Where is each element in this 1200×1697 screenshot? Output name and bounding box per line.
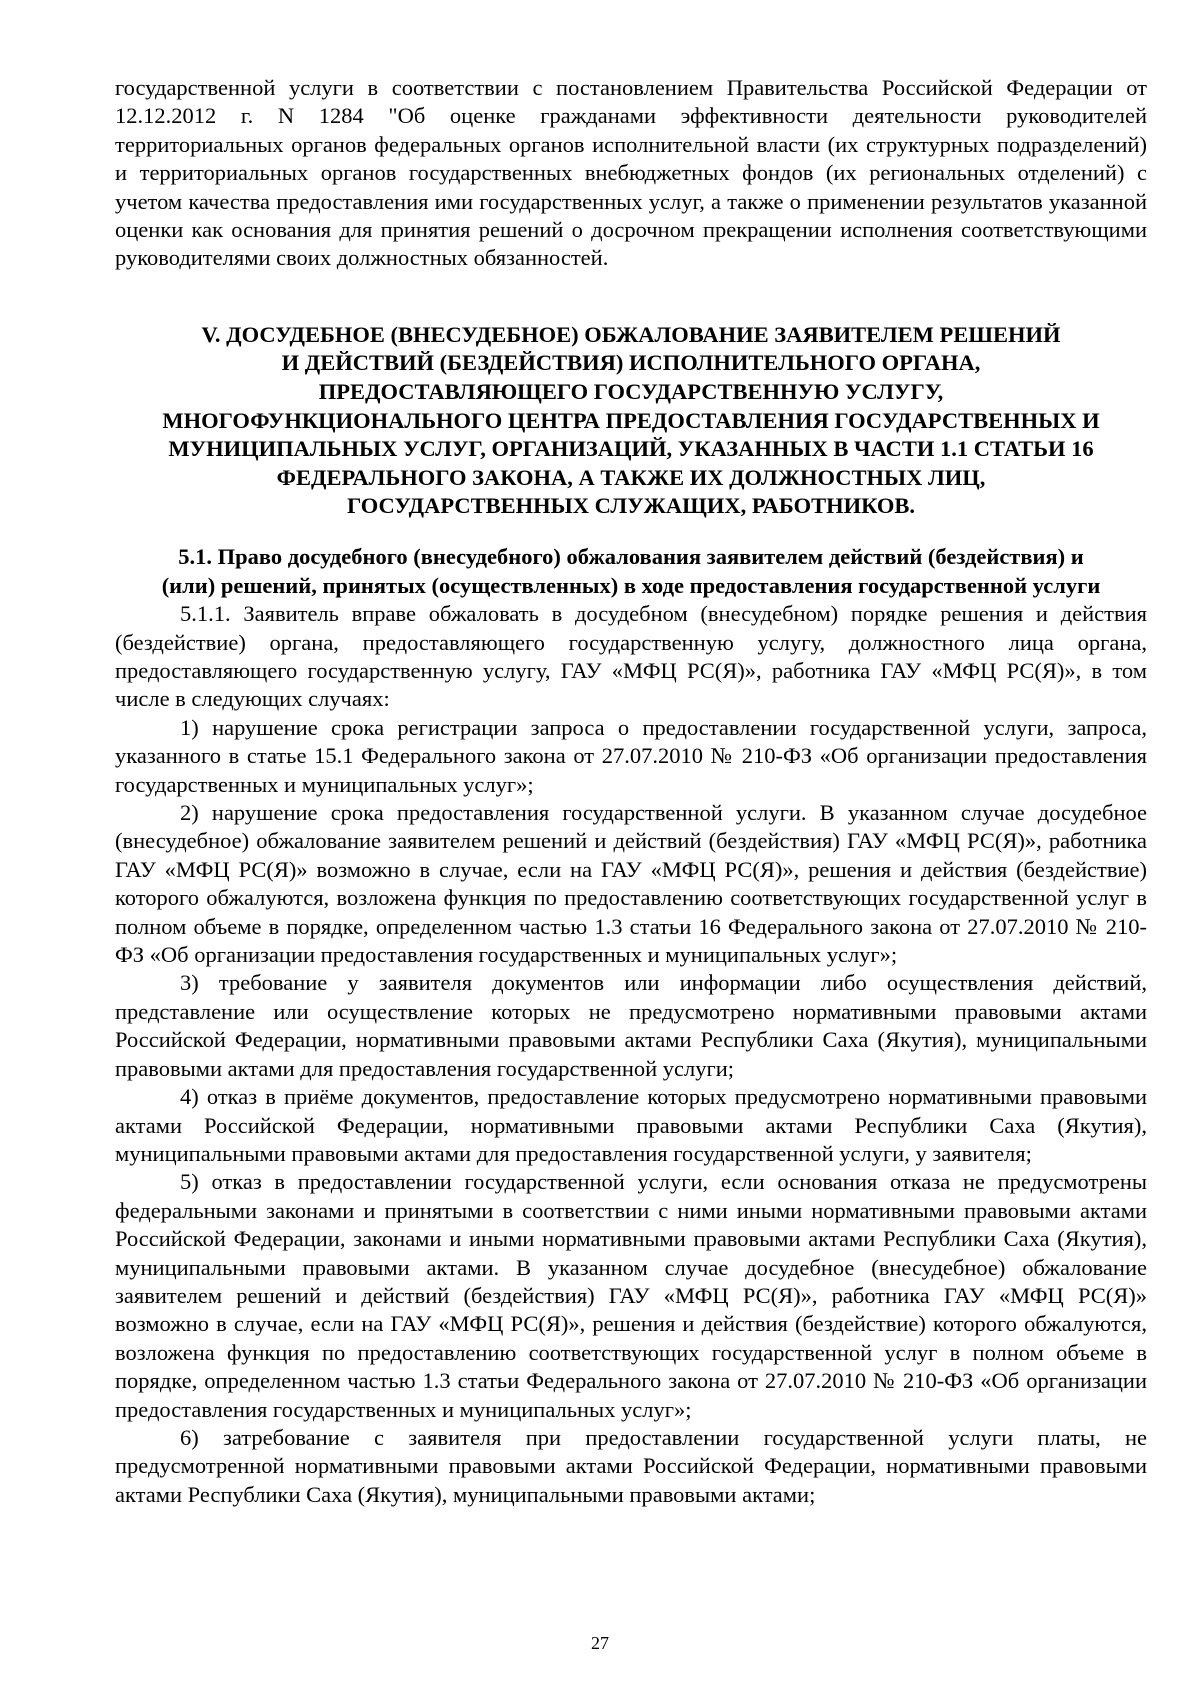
subsection-title [115,543,1147,600]
section-title-line: И ДЕЙСТВИЙ (БЕЗДЕЙСТВИЯ) ИСПОЛНИТЕЛЬНОГО ОРГАНА, [281,350,981,376]
document-page [115,74,1147,1509]
section-title [115,321,1147,521]
list-item-1: 1) нарушение срока регистрации запроса о предоставлении государственной услуги, запроса, указанного в статье 15.1 Федерального закона от 27.07.2010 № 210-ФЗ «Об организации предоставления государственных и муниципальных услуг»; [115,714,1147,797]
section-title-line: ГОСУДАРСТВЕННЫХ СЛУЖАЩИХ, РАБОТНИКОВ. [346,493,916,519]
intro-paragraph: государственной услуги в соответствии с постановлением Правительства Российской Федерации от 12.12.2012 г. N 1284 "Об оценке гражданами эффективности деятельности руководителей территориальных органов федеральных органов исполнительной власти (их структурных подразделений) и территориальных органов государственных внебюджетных фондов (их региональных отделений) с учетом качества предоставления ими государственных услуг, а также о применении результатов указанной оценки как основания для принятия решений о досрочном прекращении исполнения соответствующими руководителями своих должностных обязанностей. [115,75,1147,271]
paragraph-5-1-1: 5.1.1. Заявитель вправе обжаловать в досудебном (внесудебном) порядке решения и действия (бездействие) органа, предоставляющего государственную услугу, должностного лица органа, предоставляющего государственную услугу, ГАУ «МФЦ РС(Я)», работника ГАУ «МФЦ РС(Я)», в том числе в следующих случаях: [115,601,1147,712]
section-title-line: МУНИЦИПАЛЬНЫХ УСЛУГ, ОРГАНИЗАЦИЙ, УКАЗАННЫХ В ЧАСТИ 1.1 СТАТЬИ 16 [168,436,1094,462]
subsection-title-line: (или) решений, принятых (осуществленных) в ходе предоставления государственной услуги [161,572,1101,598]
list-item-4: 4) отказ в приёме документов, предоставление которых предусмотрено нормативными правовыми актами Российской Федерации, нормативными правовыми актами Республики Саха (Якутия), муниципальными правовыми актами для предоставления государственной услуги, у заявителя; [115,1084,1147,1166]
section-title-line: V. ДОСУДЕБНОЕ (ВНЕСУДЕБНОЕ) ОБЖАЛОВАНИЕ ЗАЯВИТЕЛЕМ РЕШЕНИЙ [201,321,1061,347]
list-item-5: 5) отказ в предоставлении государственной услуги, если основания отказа не предусмотрены федеральными законами и принятыми в соответствии с ними иными нормативными правовыми актами Российской Федерации, законами и иными нормативными правовыми актами Республики Саха (Якутия), муниципальными правовыми актами. В указанном случае досудебное (внесудебное) обжалование заявителем решений и действий (бездействия) ГАУ «МФЦ РС(Я)», работника ГАУ «МФЦ РС(Я)» возможно в случае, если на ГАУ «МФЦ РС(Я)», решения и действия (бездействие) которого обжалуются, возложена функция по предоставлению соответствующих государственной услуг в полном объеме в порядке, определенном частью 1.3 статьи Федерального закона от 27.07.2010 № 210-ФЗ «Об организации предоставления государственных и муниципальных услуг»; [115,1169,1147,1422]
section-title-line: МНОГОФУНКЦИОНАЛЬНОГО ЦЕНТРА ПРЕДОСТАВЛЕНИЯ ГОСУДАРСТВЕННЫХ И [162,407,1100,433]
list-item-2: 2) нарушение срока предоставления государственной услуги. В указанном случае досудебное (внесудебное) обжалование заявителем решений и действий (бездействия) ГАУ «МФЦ РС(Я)», работника ГАУ «МФЦ РС(Я)» возможно в случае, если на ГАУ «МФЦ РС(Я)», решения и действия (бездействие) которого обжалуются, возложена функция по предоставлению соответствующих государственной услуг в полном объеме в порядке, определенном частью 1.3 статьи 16 Федерального закона от 27.07.2010 № 210-ФЗ «Об организации предоставления государственных и муниципальных услуг»; [115,800,1147,968]
section-title-line: ПРЕДОСТАВЛЯЮЩЕГО ГОСУДАРСТВЕННУЮ УСЛУГУ, [318,379,944,405]
page-number: 27 [591,1633,609,1653]
list-item-6: 6) затребование с заявителя при предоставлении государственной услуги платы, не предусмотренной нормативными правовыми актами Российской Федерации, нормативными правовыми актами Республики Саха (Якутия), муниципальными правовыми актами; [115,1424,1147,1507]
section-title-line: ФЕДЕРАЛЬНОГО ЗАКОНА, А ТАКЖЕ ИХ ДОЛЖНОСТНЫХ ЛИЦ, [276,464,986,490]
list-item-3: 3) требование у заявителя документов или информации либо осуществления действий, представление или осуществление которых не предусмотрено нормативными правовыми актами Российской Федерации, нормативными правовыми актами Республики Саха (Якутия), муниципальными правовыми актами для предоставления государственной услуги; [115,970,1147,1081]
subsection-title-line: 5.1. Право досудебного (внесудебного) обжалования заявителем действий (бездействия) и [178,544,1084,569]
